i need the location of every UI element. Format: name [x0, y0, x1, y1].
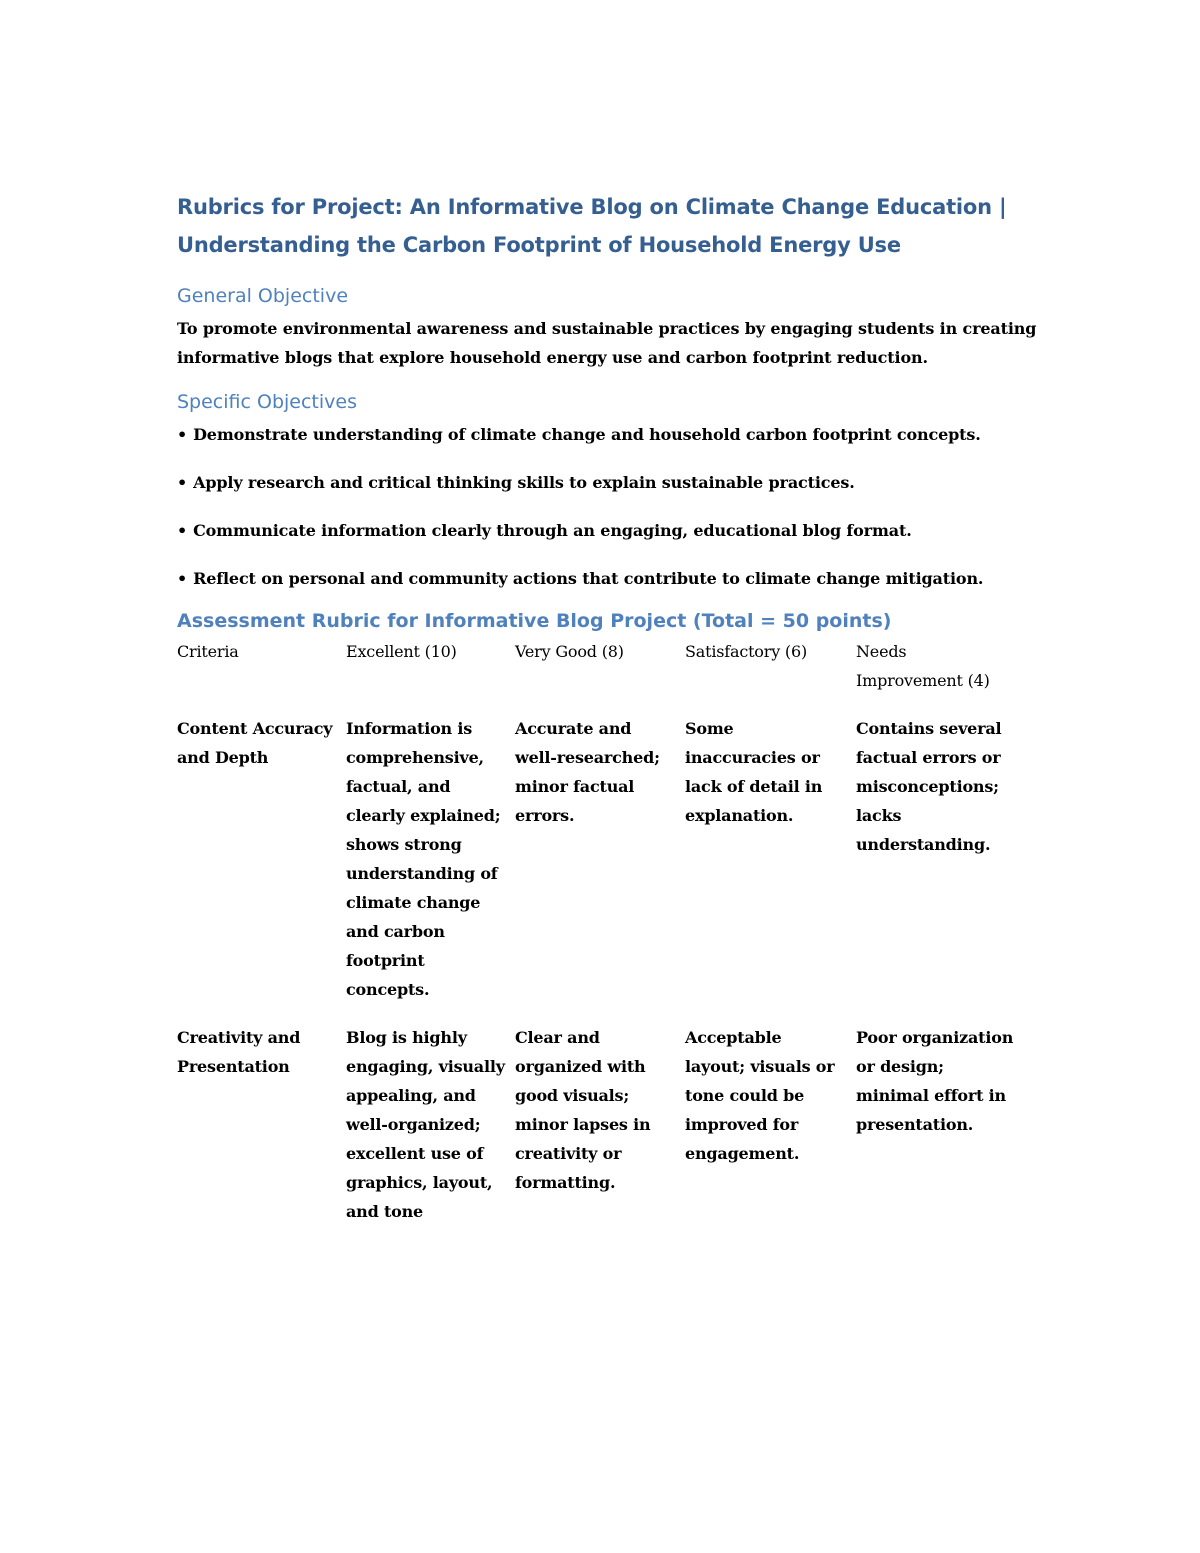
cell-satisfactory: Acceptable layout; visuals or tone could be improved for engagement. [685, 1028, 835, 1163]
table-row [177, 1023, 1027, 1245]
document-page [177, 188, 1037, 1245]
objective-item [177, 420, 1037, 449]
header-needs-improvement: Needs Improvement (4) [856, 642, 990, 690]
header-excellent: Excellent (10) [346, 642, 457, 661]
header-criteria: Criteria [177, 642, 239, 661]
cell-needs-improvement: Poor organization or design; minimal effort in presentation. [856, 1028, 1014, 1134]
cell-criteria: Creativity and Presentation [177, 1028, 301, 1076]
bullet-icon: • [177, 473, 188, 492]
document-title [177, 188, 1037, 264]
objective-text: Reflect on personal and community actions that contribute to climate change mitigation. [193, 569, 984, 588]
general-objective-heading: General Objective [177, 285, 349, 307]
title-line-1: Rubrics for Project: An Informative Blog on Climate Change Education | [177, 195, 1007, 219]
specific-objectives-heading: Specific Objectives [177, 391, 357, 413]
objective-item [177, 564, 1037, 593]
objective-text: Demonstrate understanding of climate change and household carbon footprint concepts. [193, 425, 981, 444]
title-line-2: Understanding the Carbon Footprint of Household Energy Use [177, 233, 901, 257]
header-very-good: Very Good (8) [515, 642, 624, 661]
cell-excellent: Blog is highly engaging, visually appealing, and well-organized; excellent use of graphics, layout, and tone [346, 1028, 505, 1221]
cell-excellent: Information is comprehensive, factual, and clearly explained; shows strong understanding of climate change and carbon footprint concepts. [346, 719, 501, 999]
rubric-table [177, 637, 1027, 1245]
bullet-icon: • [177, 521, 188, 540]
specific-objectives-list [177, 420, 1037, 593]
cell-criteria: Content Accuracy and Depth [177, 719, 333, 767]
cell-needs-improvement: Contains several factual errors or misconceptions; lacks understanding. [856, 719, 1002, 854]
objective-item [177, 468, 1037, 497]
table-row [177, 714, 1027, 1023]
cell-satisfactory: Some inaccuracies or lack of detail in explanation. [685, 719, 823, 825]
general-objective-text: To promote environmental awareness and sustainable practices by engaging students in creating informative blogs that explore household energy use and carbon footprint reduction. [177, 319, 1037, 367]
objective-item [177, 516, 1037, 545]
header-satisfactory: Satisfactory (6) [685, 642, 807, 661]
assessment-rubric-heading: Assessment Rubric for Informative Blog Project (Total = 50 points) [177, 610, 892, 632]
bullet-icon: • [177, 569, 188, 588]
rubric-header-row [177, 637, 1027, 714]
objective-text: Apply research and critical thinking skills to explain sustainable practices. [193, 473, 855, 492]
cell-very-good: Accurate and well-researched; minor factual errors. [515, 719, 660, 825]
bullet-icon: • [177, 425, 188, 444]
cell-very-good: Clear and organized with good visuals; minor lapses in creativity or formatting. [515, 1028, 651, 1192]
objective-text: Communicate information clearly through an engaging, educational blog format. [193, 521, 912, 540]
